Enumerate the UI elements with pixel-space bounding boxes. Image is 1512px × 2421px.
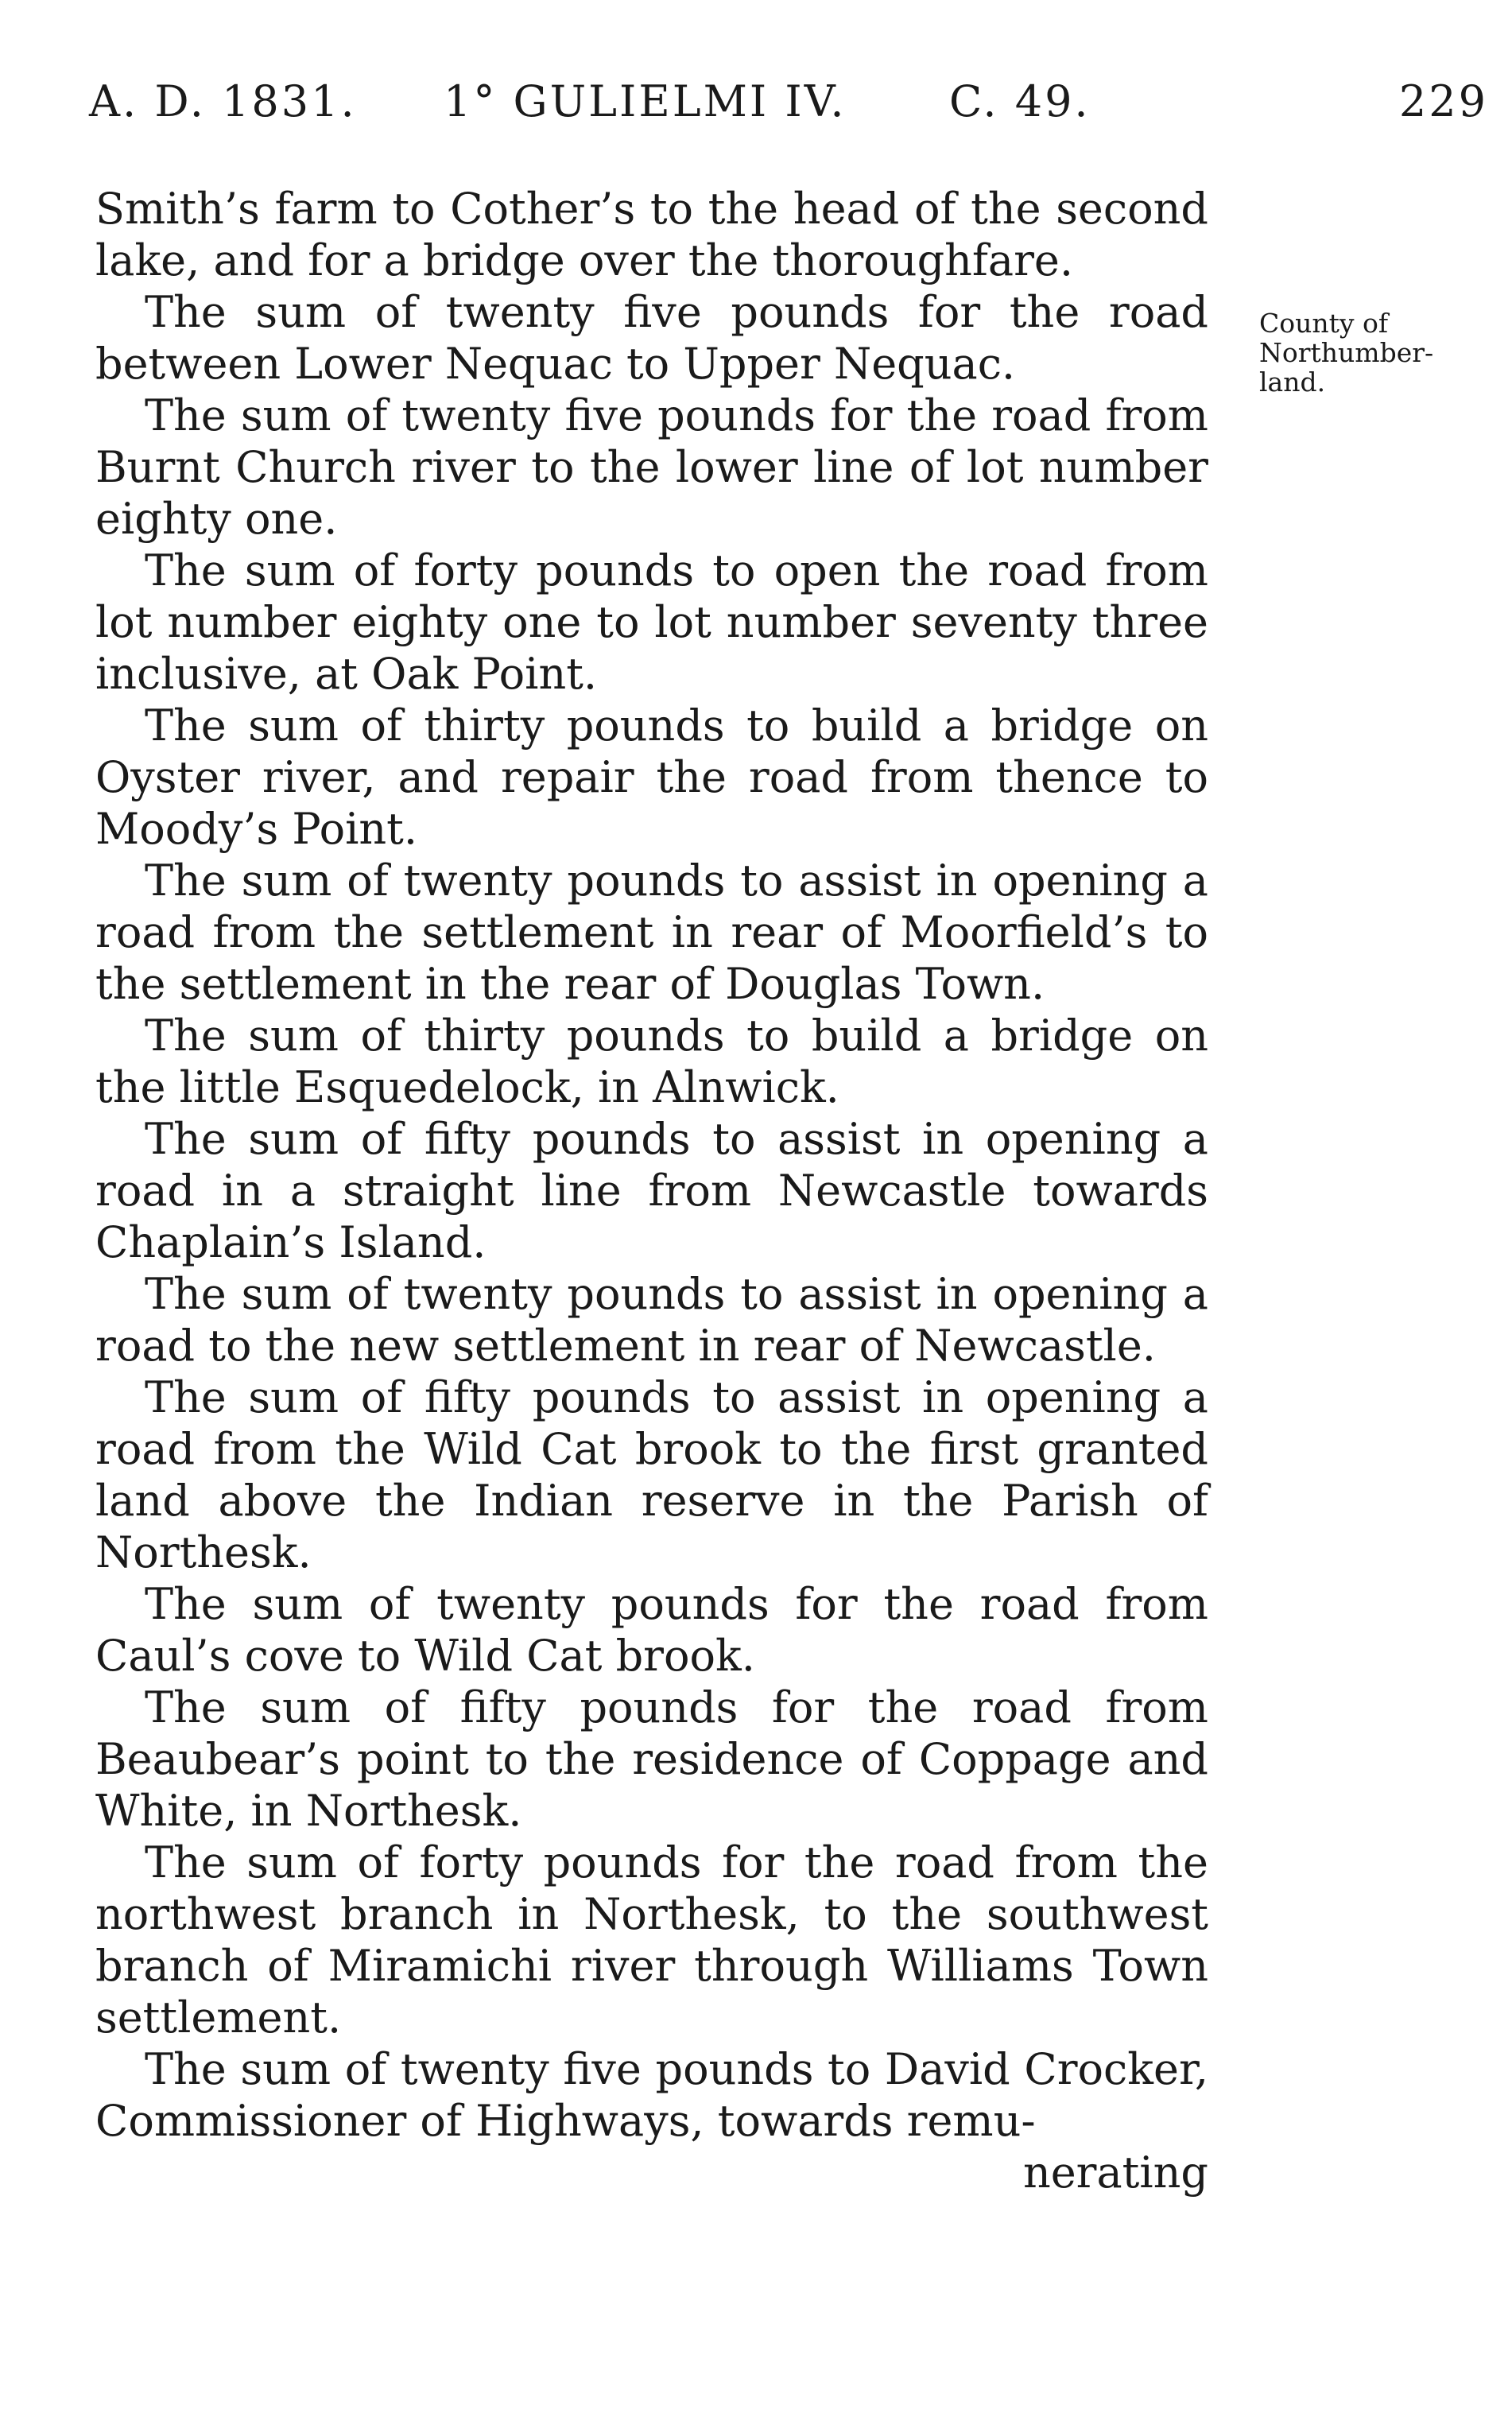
paragraph: The sum of twenty five pounds for the road from Burnt Church river to the lower line of lot number eighty one.	[95, 390, 1208, 544]
paragraph: The sum of twenty pounds to assist in opening a road to the new settlement in rear of Newcastle.	[95, 1269, 1208, 1371]
paragraph: The sum of forty pounds to open the road from lot number eighty one to lot number seventy three inclusive, at Oak Point.	[95, 545, 1208, 699]
header-regnal-year: 1° GULIELMI IV.	[444, 76, 847, 126]
margin-note-line: County of	[1259, 308, 1389, 339]
body-text	[95, 183, 1208, 2198]
margin-note-line: land.	[1259, 367, 1326, 398]
header-year: A. D. 1831.	[89, 76, 357, 126]
paragraph: The sum of twenty five pounds for the road between Lower Nequac to Upper Nequac.	[95, 287, 1208, 389]
catchword: nerating	[1022, 2147, 1208, 2198]
running-head	[89, 73, 1488, 130]
paragraph: The sum of fifty pounds to assist in opening a road in a straight line from Newcastle towards Chaplain’s Island.	[95, 1114, 1208, 1267]
paragraph: The sum of thirty pounds to build a bridge on the little Esquedelock, in Alnwick.	[95, 1011, 1208, 1112]
paragraph: The sum of fifty pounds for the road from Beaubear’s point to the residence of Coppage and White, in Northesk.	[95, 1682, 1208, 1836]
paragraph: The sum of twenty five pounds to David Crocker, Commissioner of Highways, towards remu-	[95, 2044, 1208, 2146]
paragraph: The sum of forty pounds for the road from the northwest branch in Northesk, to the southwest branch of Miramichi river through Williams Town settlement.	[95, 1837, 1208, 2043]
paragraph: The sum of fifty pounds to assist in opening a road from the Wild Cat brook to the first granted land above the Indian reserve in the Parish of Northesk.	[95, 1372, 1208, 1577]
paragraph: The sum of twenty pounds for the road from Caul’s cove to Wild Cat brook.	[95, 1579, 1208, 1681]
paragraph-continuation: Smith’s farm to Cother’s to the head of the second lake, and for a bridge over the thoroughfare.	[95, 184, 1208, 285]
page-number: 229	[1398, 76, 1488, 126]
paragraph: The sum of thirty pounds to build a bridge on Oyster river, and repair the road from thence to Moody’s Point.	[95, 700, 1208, 854]
margin-note-line: Northumber-	[1259, 337, 1434, 368]
paragraph: The sum of twenty pounds to assist in opening a road from the settlement in rear of Moorfield’s to the settlement in the rear of Douglas Town.	[95, 855, 1208, 1009]
margin-note	[1259, 308, 1450, 397]
header-chapter: C. 49.	[949, 76, 1091, 126]
